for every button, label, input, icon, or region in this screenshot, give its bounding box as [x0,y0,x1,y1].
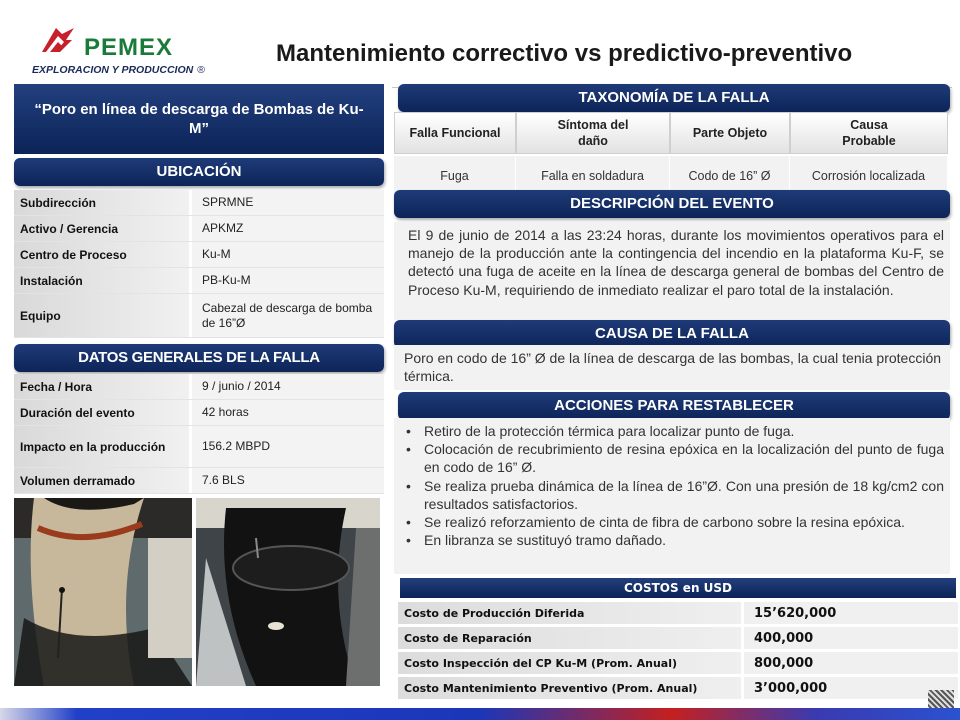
location-row [14,294,384,338]
taxonomy-value: Falla en soldadura [516,156,670,196]
logo-wordmark: PEMEX [84,34,174,61]
cost-value: 3’000,000 [744,677,958,699]
cost-label: Costo Inspección del CP Ku-M (Prom. Anual) [398,652,744,674]
pipe-photo-before [14,498,192,686]
general-data-banner: DATOS GENERALES DE LA FALLA [14,344,384,372]
general-value: 9 / junio / 2014 [192,374,384,399]
costs-table [398,602,958,702]
general-value: 42 horas [192,400,384,425]
location-row [14,216,384,242]
general-data-table [14,374,384,494]
location-value: SPRMNE [192,190,384,215]
description-text: El 9 de junio de 2014 a las 23:24 horas, durante los movimientos operativos para el manejo de la producción ante la contingencia del incendio en la plataforma Ku-F, se detectó una fuga de aceite en la línea de descarga general de bombas del Centro de Proceso Ku-M, requiriendo de inmediato realizar el paro total de la instalación. [394,222,950,320]
general-row [14,374,384,400]
logo-subtitle: EXPLORACION Y PRODUCCION ® [32,64,205,76]
general-row [14,468,384,494]
cost-row [398,627,958,649]
action-item: • Retiro de la protección térmica para localizar punto de fuga. [404,422,944,440]
cause-text: Poro en codo de 16” Ø de la línea de descarga de las bombas, la cual tenia protección térmica. [394,345,950,390]
location-value: Cabezal de descarga de bomba de 16”Ø [192,294,384,337]
taxonomy-header: Síntoma del daño [516,112,670,154]
taxonomy-header: Falla Funcional [394,112,516,154]
taxonomy-value: Fuga [394,156,516,196]
cost-row [398,602,958,624]
location-banner: UBICACIÓN [14,158,384,186]
cost-label: Costo de Producción Diferida [398,602,744,624]
costs-header: COSTOS en USD [400,578,956,598]
general-value: 156.2 MBPD [192,426,384,467]
cost-label: Costo de Reparación [398,627,744,649]
location-value: PB-Ku-M [192,268,384,293]
location-value: Ku-M [192,242,384,267]
footer-color-bar [0,708,960,720]
action-item: • Se realizó reforzamiento de cinta de fibra de carbono sobre la resina epóxica. [404,513,944,531]
cost-label: Costo Mantenimiento Preventivo (Prom. Anual) [398,677,744,699]
taxonomy-value: Corrosión localizada [790,156,948,196]
cost-row [398,677,958,699]
taxonomy-header-row [394,112,948,154]
location-row [14,190,384,216]
general-label: Impacto en la producción [14,426,192,467]
action-item: • Se realiza prueba dinámica de la línea de 16”Ø. Con una presión de 18 kg/cm2 con resultados satisfactorios. [404,477,944,513]
location-row [14,242,384,268]
event-title: “Poro en línea de descarga de Bombas de Ku-M” [14,84,384,154]
location-row [14,268,384,294]
location-label: Centro de Proceso [14,242,192,267]
description-banner: DESCRIPCIÓN DEL EVENTO [394,190,950,218]
taxonomy-header: Parte Objeto [670,112,790,154]
page-title: Mantenimiento correctivo vs predictivo-preventivo [276,40,853,67]
pipe-photo-after [196,498,380,686]
location-value: APKMZ [192,216,384,241]
pemex-eagle-icon [38,22,78,58]
general-label: Volumen derramado [14,468,192,493]
location-label: Equipo [14,294,192,337]
taxonomy-value: Codo de 16” Ø [670,156,790,196]
general-row [14,400,384,426]
location-label: Activo / Gerencia [14,216,192,241]
action-item: • En libranza se sustituyó tramo dañado. [404,531,944,549]
taxonomy-header: Causa Probable [790,112,948,154]
location-table [14,190,384,338]
actions-banner: ACCIONES PARA RESTABLECER [398,392,950,420]
location-label: Subdirección [14,190,192,215]
cost-row [398,652,958,674]
cost-value: 800,000 [744,652,958,674]
general-label: Duración del evento [14,400,192,425]
taxonomy-banner: TAXONOMÍA DE LA FALLA [398,84,950,112]
pemex-logo [28,20,205,80]
location-label: Instalación [14,268,192,293]
action-item: • Colocación de recubrimiento de resina epóxica en la localización del punto de fuga en codo de 16” Ø. [404,440,944,476]
general-value: 7.6 BLS [192,468,384,493]
cause-banner: CAUSA DE LA FALLA [394,320,950,348]
taxonomy-table [394,112,948,196]
general-row [14,426,384,468]
general-label: Fecha / Hora [14,374,192,399]
cost-value: 15’620,000 [744,602,958,624]
actions-list [394,418,950,574]
cost-value: 400,000 [744,627,958,649]
